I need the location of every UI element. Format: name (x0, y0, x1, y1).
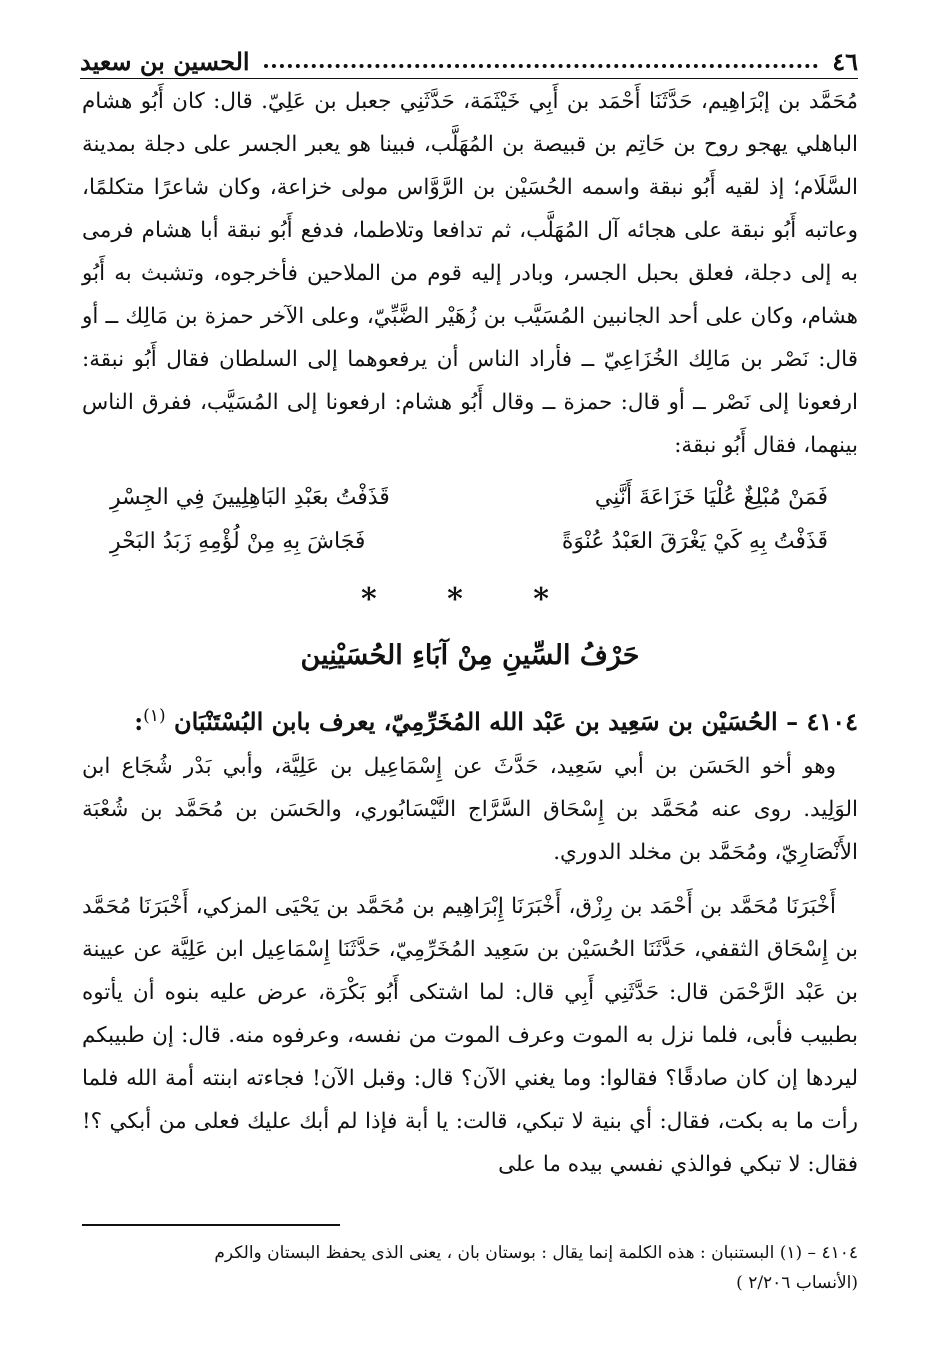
entry-heading-text: ٤١٠٤ – الحُسَيْن بن سَعِيد بن عَبْد الله المُخَرِّمِيّ، يعرف بابن البُسْتَنْبَان (173, 707, 858, 736)
paragraph-biography: وهو أخو الحَسَن بن أبي سَعِيد، حَدَّثَ عن إِسْمَاعِيل بن عَلِيَّة، وأبي بَدْر شُجَاع ابن الوَلِيد. روى عنه مُحَمَّد بن إِسْحَاق السَّرَّاج النَّيْسَابُوري، والحَسَن بن مُحَمَّد بن شُعْبَة الأَنْصَارِيّ، ومُحَمَّد بن مخلد الدوري. (82, 754, 858, 865)
footnote-rule (82, 1224, 340, 1226)
poem-verse (110, 476, 828, 520)
footnote-line: (الأنساب ٢/٢٠٦ ) (736, 1273, 858, 1293)
page-header (80, 36, 858, 76)
footnote-reference[interactable]: (١) (143, 706, 166, 726)
section-separator-stars: * * * (361, 582, 579, 617)
verse-second-hemistich: فَجَاشَ بِهِ مِنْ لُؤْمِهِ زَبَدُ البَحْرِ (110, 529, 366, 554)
entry-heading-colon: : (134, 707, 144, 736)
header-dot-leader (264, 64, 819, 68)
footnote-line: ٤١٠٤ – (١) البستنبان : هذه الكلمة إنما يقال : بوستان بان ، يعنى الذى يحفظ البستان والكرم (214, 1243, 858, 1263)
verse-second-hemistich: قَذَفْتُ بعَبْدِ البَاهِلِيينَ فِي الجِسْرِ (110, 485, 390, 510)
header-rule (80, 78, 858, 79)
page-number: ٤٦ (832, 47, 858, 76)
verse-first-hemistich: فَمَنْ مُبْلِغٌ عُلْيَا خَزَاعَةَ أَنَّنِي (594, 485, 828, 510)
section-heading: حَرْفُ السِّينِ مِنْ آبَاءِ الحُسَيْنِين (300, 640, 640, 671)
entry-heading (82, 696, 858, 742)
running-title: الحسين بن سعيد (80, 47, 250, 76)
verse-first-hemistich: قَذَفْتُ بِهِ كَيْ يَغْرَقَ العَبْدُ عُنْوَةً (561, 529, 828, 554)
paragraph-narration: مُحَمَّد بن إبْرَاهِيم، حَدَّثَنَا أَحْمَد بن أَبِي خَيْثَمَة، حَدَّثَنِي جعبل بن عَلِيّ. قال: كان أَبُو هشام الباهلي يهجو روح بن حَاتِم بن قبيصة بن المُهَلَّب، فبينا هو يعبر الجسر على دجلة بمدينة السَّلَام؛ إذ لقيه أَبُو نبقة واسمه الحُسَيْن بن الرَّوَّاس مولى خزاعة، وكان شاعرًا متكلمًا، وعاتبه أَبُو نبقة على هجائه آل المُهَلَّب، ثم تدافعا وتلاطما، فدفع أَبُو نبقة أبا هشام فرمى به إلى دجلة، فعلق بحبل الجسر، وبادر إليه قوم من الملاحين فأخرجوه، وتشبث به أَبُو هشام، وكان على أحد الجانبين المُسَيَّب بن زُهَيْر الضَّبِّيّ، وعلى الآخر حمزة بن مَالِك ــ أو قال: نَصْر بن مَالِك الخُزَاعِيّ ــ فأراد الناس أن يرفعوهما إلى السلطان فقال أَبُو نبقة: ارفعونا إلى نَصْر ــ أو قال: حمزة ــ وقال أَبُو هشام: ارفعونا إلى المُسَيَّب، ففرق الناس بينهما، فقال أَبُو نبقة: (82, 89, 858, 458)
paragraph-hadith: أَخْبَرَنَا مُحَمَّد بن أَحْمَد بن رِزْق، أَخْبَرَنَا إِبْرَاهِيم بن مُحَمَّد بن يَحْيَى المزكي، أَخْبَرَنَا مُحَمَّد بن إِسْحَاق الثقفي، حَدَّثَنَا الحُسَيْن بن سَعِيد المُخَرِّمِيّ، حَدَّثَنَا إِسْمَاعِيل ابن عَلِيَّة عن عيينة بن عَبْد الرَّحْمَن قال: حَدَّثَنِي أَبِي قال: لما اشتكى أَبُو بَكْرَة، عرض عليه بنوه أن يأتوه بطبيب فأبى، فلما نزل به الموت وعرف الموت من نفسه، وعرفوه منه. قال: إن طبيبكم ليردها إن كان صادقًا؟ فقالوا: وما يغني الآن؟ قال: وقبل الآن! فجاءته ابنته أمة الله فلما رأت ما به بكت، فقال: أي بنية لا تبكي، قالت: يا أبة فإذا لم أبك عليك فعلى من أبكي ؟! فقال: لا تبكي فوالذي نفسي بيده ما على (82, 894, 858, 1177)
poem-verse (110, 520, 828, 564)
footnote (82, 1238, 858, 1298)
poem (110, 476, 828, 564)
